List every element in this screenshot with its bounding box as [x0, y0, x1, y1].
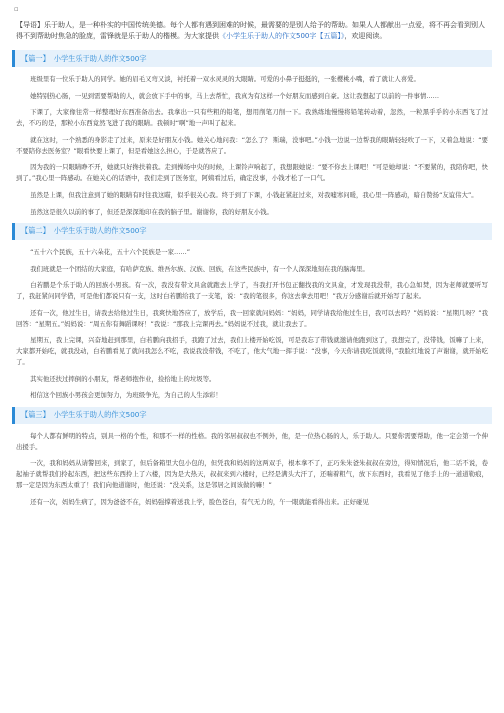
section-tag: 【篇二】 [21, 226, 50, 236]
intro-title-link[interactable]: 《小学生乐于助人的作文500字【五篇】》 [219, 32, 345, 41]
section-1 [12, 50, 492, 217]
top-square-icon: ▫ [14, 5, 19, 13]
section-title: 小学生乐于助人的作文500字 [53, 226, 147, 236]
paragraph: 班级里有一位乐于助人的同学。她的眉毛又弯又淡，衬托着一双水灵灵的大眼睛。可爱的小鼻子挺挺的，一张樱桃小嘴，看了就让人喜爱。 [30, 75, 420, 84]
intro-text: 【导语】乐于助人，是一种朴实的中国传统美德。每个人都有遇到困难的时候，最需要的是别人给予的帮助。如果人人都献出一点爱，将不再会看到别人得不到帮助时焦急的脸庞，雷锋就是乐于助人的楷模。为大家提供 [16, 21, 485, 41]
paragraph: 虽然这是很久以前的事了，但还是深深地印在我的脑子里。谢谢你，我的好朋友小钱。 [30, 207, 273, 216]
paragraph: 还有一次，妈妈生病了，因为爸爸不在，妈妈强撑着送我上学，脸色苍白，有气无力的，午一眼就能看得出来。正好碰见 [30, 497, 369, 506]
section-2 [12, 223, 492, 401]
paragraph: 星期五，我上完课，兴奋地赶到那里，白若鹏向我招手，我跑了过去，我们上楼开始吃饭，可是我忘了带钱就邀请他跑到这了，我想完了，没带钱，饭嘛了上来，大家都开始吃，就我没动，白若鹏看见了就问我怎么不吃，我说我没带钱，不吃了，他大气地一挥手说：“没事，今天你请我吃饭就得，”我脸红地说了声谢谢，就开始吃了。 [16, 336, 488, 367]
intro-suffix: ，欢迎阅读。 [344, 32, 387, 41]
paragraph: 白若鹏是个乐于助人的回族小男孩。有一次，我没有带文具盒就跑去上学了，当我打开书包正翻找我的文具盒，才发现我没带，我心急如焚，因为老师就要听写了，我赶紧问同学借，可是他们都说只有一支，这时白若鹏给我了一支笔，说：“我的笔很多，你这去拿去用吧！”我万分感谢后就开始写了起来。 [16, 281, 488, 301]
section-3 [12, 407, 492, 508]
section-title: 小学生乐于助人的作文500字 [53, 409, 147, 419]
paragraph: 还有一次，他过生日，请我去给他过生日，我爽快地答应了，放学后，我一回家就问妈妈：“妈妈，同学请我给他过生日，我可以去吗？”妈妈说：“星期几呀？”我回答：“星期五。”妈妈说：“周五你有舞蹈课呀！”我说：“那我上完课再去。”妈妈说不过我，就让我去了。 [16, 308, 488, 328]
intro-paragraph [12, 20, 492, 42]
section-tag: 【篇三】 [21, 409, 50, 419]
paragraph: 虽然是上课，但我注意到了她的眼睛有时往我这瞄，似乎很关心我。终于到了下课，小钱赶紧赶过来，对我嘘寒问暖，我心里一阵感动，暗自赞扬“友谊伟大”。 [30, 191, 478, 199]
paragraph: 相信这个回族小男孩会更加努力，为班级争光，为自己的人生添彩！ [30, 391, 222, 400]
section-header [12, 50, 492, 67]
paragraph: 其实他还扶过摔倒的小朋友，帮老师抱作业，捡拾地上的垃圾等。 [30, 374, 216, 383]
paragraph: 一次，我和妈妈从请警回来，到家了，但后备箱里大包小包的，但凭我和妈妈的这两双手，根本拿不了，正巧朱朱爸朱叔叔在旁边，得知情况后，他二话不说，卷起袖子就帮我们拎起东西，把这些东西拎上了六楼，因为是大热天，叔叔来到六楼时，已经是满头大汗了，还喘着粗气，放下东西时，我看见了他手上的一道道勒痕，那一定是因为东西太重了！我们向他道谢时，他还说：“没关系，这是邻居之间该做的嘛！” [16, 459, 488, 490]
paragraph: “五十六个民族，五十六朵花，五十六个民族是一家……” [30, 248, 191, 257]
paragraph: 就在这时，一个熟悉的身影走了过来，原来是好朋友小钱。她关心地问我：“怎么了？ 斯瑞，没事吧。”小钱一边说一边帮我的眼睛轻轻吹了一下，又着急地说：“要不要陪你去医务室？”眼看快要上课了，但是看她这么担心，于是就答应了。 [16, 135, 488, 155]
paragraph: 下课了，大家像往常一样整理好东西准备出去。我拿出一只有些粗的铅笔，想用削笔刀削一下。我熟练地慢慢将铅笔转动着，忽然，一粒黑乎乎的小东西飞了过去，不巧的是，那粒小东西竟然飞进了我的眼睛。我顿时“啊”地一声叫了起来。 [16, 108, 488, 128]
section-header [12, 407, 492, 424]
section-tag: 【篇一】 [21, 53, 50, 63]
section-title: 小学生乐于助人的作文500字 [53, 53, 147, 63]
paragraph: 因为我的一只眼睛睁不开，她就只好搀扶着我。走到操场中央的时候，上课铃声响起了，我想跟她说：“要不你去上课吧！”可是她却说：“不要紧的，我陪你吧，快到了。”我心里一阵感动。在她关心的话语中，我们走到了医务室，阿姨看过后，确定没事，小钱才松了一口气。 [16, 163, 488, 183]
paragraph: 每个人都有鲜明的特点，别具一格的个性，和那不一样的性格。我的邻居叔叔也不例外，他，是一位热心肠的人，乐于助人。只要你需要帮助，他一定会第一个伸出援手。 [16, 431, 488, 451]
paragraph: 我们班就是一个团结的大家庭，有哈萨克族、维吾尔族、汉族、回族，在这些民族中，有一个人深深地刻在我的脑海里。 [30, 264, 369, 273]
paragraph: 她特别热心肠，一见到需要帮助的人，就会放下手中的事，马上去帮忙，我真为有这样一个好朋友而感到自豪。这让我想起了以前的一件事情…… [30, 91, 440, 100]
section-header [12, 223, 492, 240]
